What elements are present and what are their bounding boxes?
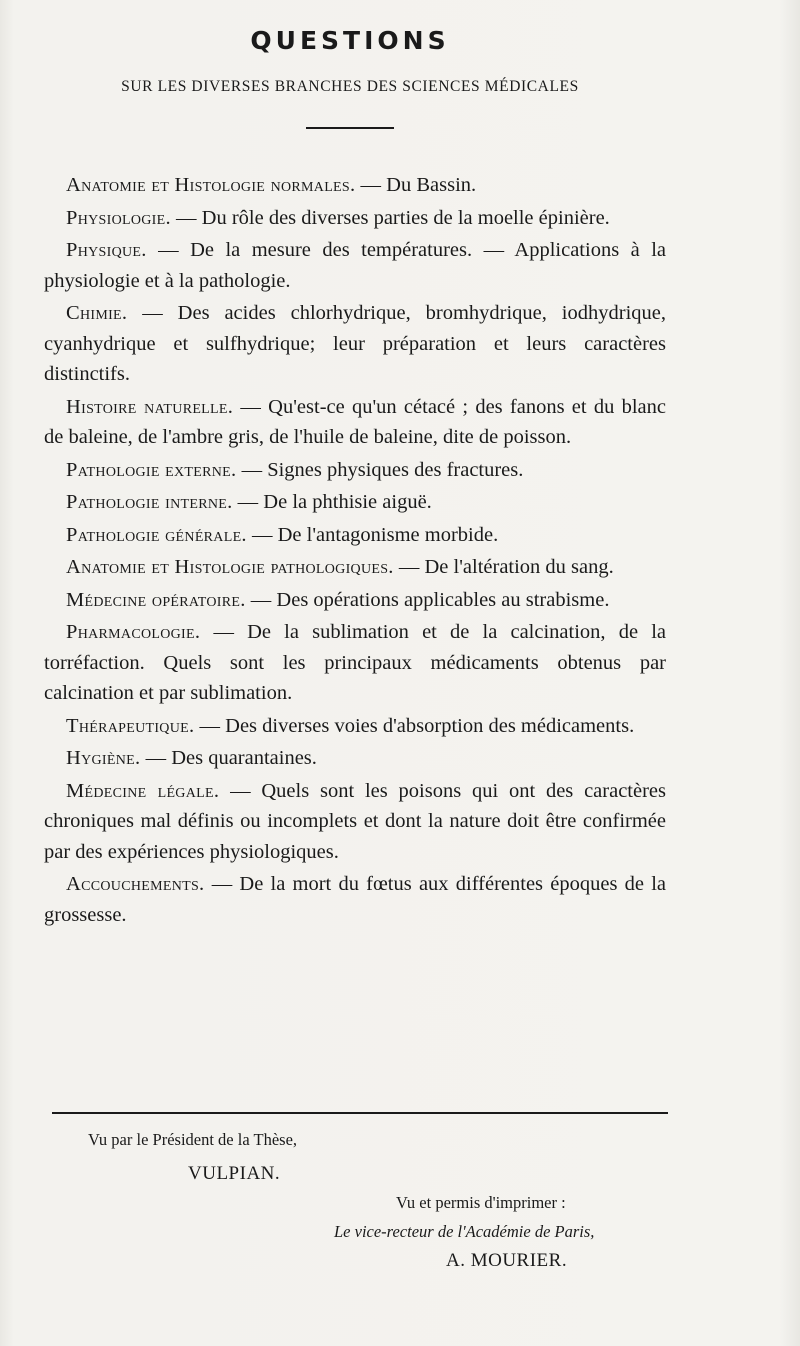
question-text: — De l'altération du sang.	[393, 556, 614, 578]
question-text: — Qu'est-ce qu'un cétacé ; des fanons et du blanc de baleine, de l'ambre gris, de l'huile de baleine, dite de poisson.	[44, 395, 666, 448]
question-medecine-operatoire	[44, 585, 666, 616]
question-text: — Du rôle des diverses parties de la moelle épinière.	[170, 206, 610, 229]
question-subject: Anatomie et Histologie pathologiques.	[66, 556, 394, 578]
question-subject: Anatomie et Histologie normales.	[66, 174, 356, 196]
question-subject: Hygiène.	[66, 747, 141, 769]
question-subject: Pathologie générale.	[66, 523, 247, 546]
title-divider	[306, 127, 394, 129]
question-chimie	[44, 298, 666, 390]
question-subject: Histoire naturelle.	[66, 395, 234, 418]
question-text: — Quels sont les poisons qui ont des caractères chroniques mal définis ou incomplets et dont la nature doit être confirmée par des expériences physiologiques.	[44, 779, 666, 863]
question-anatomie-normale	[44, 170, 666, 201]
vice-recteur-title: Le vice-recteur de l'Académie de Paris,	[334, 1222, 595, 1241]
page-title: QUESTIONS	[250, 26, 450, 55]
question-subject: Pathologie interne.	[66, 491, 233, 513]
question-therapeutique	[44, 711, 666, 742]
question-pathologie-externe	[44, 455, 666, 486]
question-subject: Accouchements.	[66, 873, 205, 895]
question-subject: Physiologie.	[66, 206, 171, 229]
question-text: — De l'antagonisme morbide.	[246, 523, 499, 546]
footer-divider	[52, 1112, 668, 1114]
president-name: VULPIAN.	[188, 1163, 281, 1184]
vu-permis-imprimer: Vu et permis d'imprimer :	[396, 1193, 566, 1212]
question-pathologie-generale	[44, 520, 666, 551]
question-subject: Médecine légale.	[66, 779, 220, 802]
question-subject: Chimie.	[66, 302, 128, 324]
question-physiologie	[44, 203, 666, 234]
question-text: — De la phthisie aiguë.	[232, 491, 432, 513]
question-text: — Des diverses voies d'absorption des médicaments.	[194, 714, 635, 737]
question-text: — Du Bassin.	[355, 174, 477, 196]
question-anatomie-pathologique	[44, 552, 666, 583]
question-subject: Pharmacologie.	[66, 621, 201, 643]
question-physique	[44, 235, 666, 296]
question-text: — Des acides chlorhydrique, bromhydrique, iodhydrique, cyanhydrique et sulfhydrique; leur préparation et leurs caractères distinctifs.	[44, 302, 666, 385]
question-subject: Médecine opératoire.	[66, 588, 246, 611]
question-histoire-naturelle	[44, 392, 666, 453]
page-subtitle: SUR LES DIVERSES BRANCHES DES SCIENCES MÉDICALES	[121, 78, 579, 95]
question-accouchements	[44, 869, 666, 930]
question-text: — De la mesure des températures. — Applications à la physiologie et à la pathologie.	[44, 239, 666, 292]
question-subject: Thérapeutique.	[66, 714, 195, 737]
question-text: — De la sublimation et de la calcination, de la torréfaction. Quels sont les principaux médicaments obtenus par calcination et par sublimation.	[44, 621, 666, 704]
question-hygiene	[44, 743, 666, 774]
question-pathologie-interne	[44, 487, 666, 518]
question-medecine-legale	[44, 776, 666, 868]
question-subject: Physique.	[66, 239, 147, 261]
vice-recteur-name: A. MOURIER.	[446, 1250, 568, 1271]
questions-list	[44, 170, 666, 932]
question-text: — Des quarantaines.	[140, 747, 317, 769]
question-subject: Pathologie externe.	[66, 458, 237, 481]
question-pharmacologie	[44, 617, 666, 709]
question-text: — Signes physiques des fractures.	[236, 458, 524, 481]
question-text: — De la mort du fœtus aux différentes époques de la grossesse.	[44, 873, 666, 926]
question-text: — Des opérations applicables au strabisme.	[245, 588, 610, 611]
vu-par-president: Vu par le Président de la Thèse,	[88, 1130, 298, 1149]
